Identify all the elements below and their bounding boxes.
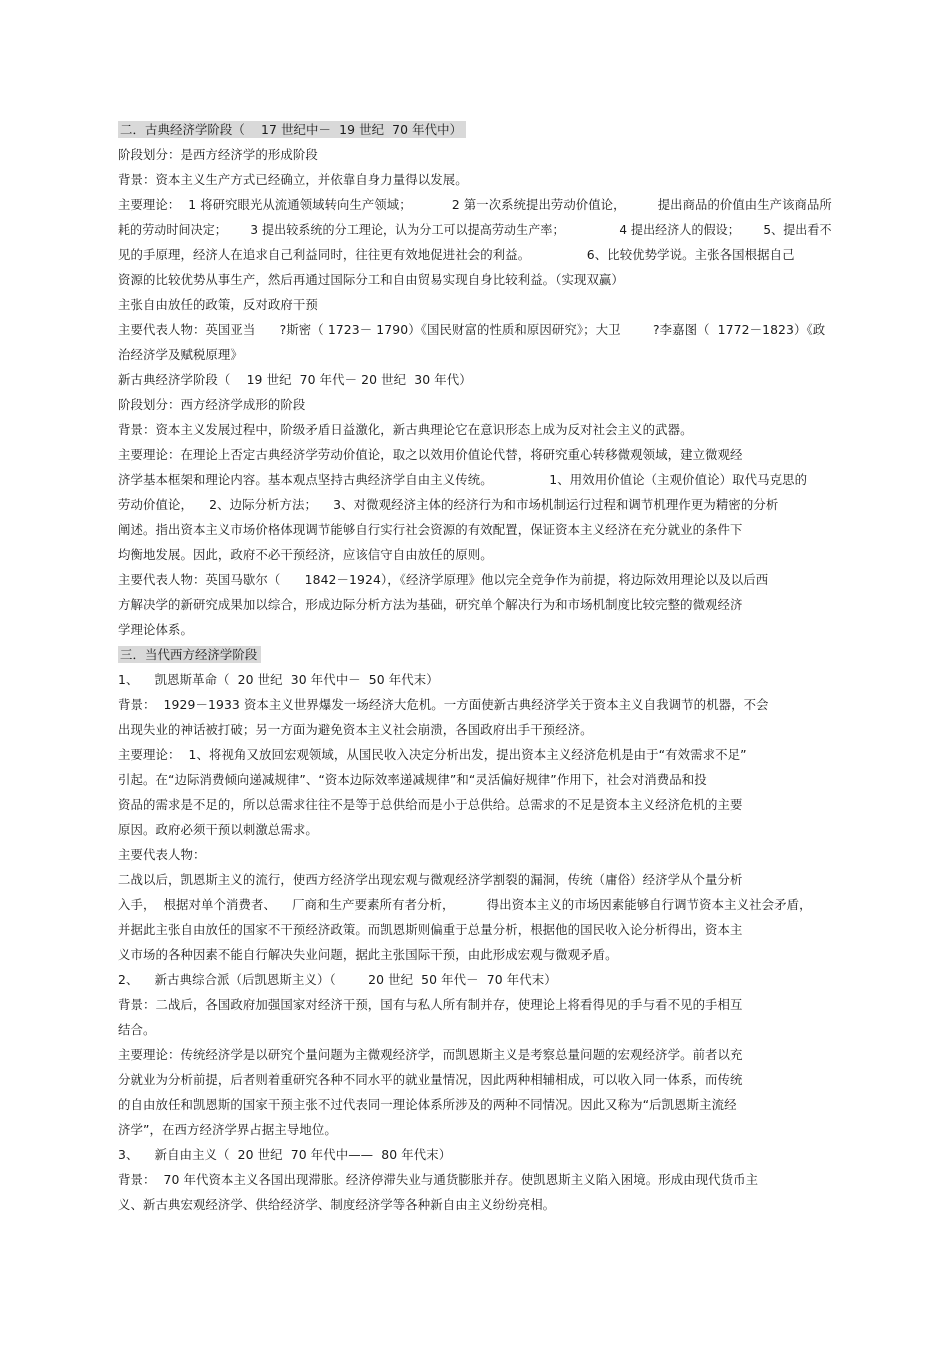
text-line: 结合。 (118, 1022, 156, 1037)
text-line: 主要代表人物：英国亚当 ?斯密（ 1723－ 1790）《国民财富的性质和原因研究》；大卫 ?李嘉图（ 1772－1823）《政 (118, 322, 826, 337)
text-line: 背景：资本主义生产方式已经确立，并依靠自身力量得以发展。 (118, 172, 468, 187)
text-line: 的自由放任和凯恩斯的国家干预主张不过代表同一理论体系所涉及的两种不同情况。因此又称为“后凯恩斯主流经 (118, 1097, 737, 1112)
text-line: 主要代表人物：英国马歇尔（ 1842－1924），《经济学原理》他以完全竞争作为前提，将边际效用理论以及以后西 (118, 572, 769, 587)
text-line: 劳动价值论， 2、边际分析方法； 3、对微观经济主体的经济行为和市场机制运行过程和调节机理作更为精密的分析 (118, 497, 779, 512)
text-line: 出现失业的神话被打破；另一方面为避免资本主义社会崩溃，各国政府出手干预经济。 (118, 722, 593, 737)
text-line: 背景： 1929－1933 资本主义世界爆发一场经济大危机。一方面使新古典经济学关于资本主义自我调节的机器，不会 (118, 697, 769, 712)
text-line: 主要理论：传统经济学是以研究个量问题为主微观经济学，而凯恩斯主义是考察总量问题的宏观经济学。前者以充 (118, 1047, 743, 1062)
subsection-heading-neoliberalism: 3、 新自由主义（ 20 世纪 70 年代中—— 80 年代末） (118, 1147, 452, 1162)
subsection-heading-neoclassical-synthesis: 2、 新古典综合派（后凯恩斯主义）（ 20 世纪 50 年代－ 70 年代末） (118, 972, 557, 987)
text-line: 二战以后，凯恩斯主义的流行，使西方经济学出现宏观与微观经济学割裂的漏洞，传统（庸俗）经济学从个量分析 (118, 872, 743, 887)
text-line: 主张自由放任的政策，反对政府干预 (118, 297, 318, 312)
text-line: 背景：二战后，各国政府加强国家对经济干预，国有与私人所有制并存，使理论上将看得见的手与看不见的手相互 (118, 997, 743, 1012)
text-line: 主要理论： 1 将研究眼光从流通领域转向生产领域； 2 第一次系统提出劳动价值论， 提出商品的价值由生产该商品所 (118, 197, 832, 212)
text-line: 阐述。指出资本主义市场价格体现调节能够自行实行社会资源的有效配置，保证资本主义经济在充分就业的条件下 (118, 522, 743, 537)
text-line: 原因。政府必须干预以刺激总需求。 (118, 822, 318, 837)
text-line: 资源的比较优势从事生产，然后再通过国际分工和自由贸易实现自身比较利益。（实现双赢） (118, 272, 624, 287)
text-line: 入手， 根据对单个消费者、 厂商和生产要素所有者分析， 得出资本主义的市场因素能够自行调节资本主义社会矛盾， (118, 897, 812, 912)
text-line: 均衡地发展。因此，政府不必干预经济，应该信守自由放任的原则。 (118, 547, 493, 562)
subsection-heading-neoclassical: 新古典经济学阶段（ 19 世纪 70 年代－ 20 世纪 30 年代） (118, 372, 472, 387)
text-line: 义、新古典宏观经济学、供给经济学、制度经济学等各种新自由主义纷纷亮相。 (118, 1197, 556, 1212)
text-line: 治经济学及赋税原理》 (118, 347, 243, 362)
text-line: 济学基本框架和理论内容。基本观点坚持古典经济学自由主义传统。 1、用效用价值论（主观价值论）取代马克思的 (118, 472, 808, 487)
text-line: 背景：资本主义发展过程中，阶级矛盾日益激化，新古典理论它在意识形态上成为反对社会主义的武器。 (118, 422, 693, 437)
text-line: 方解决学的新研究成果加以综合，形成边际分析方法为基础，研究单个解决行为和市场机制度比较完整的微观经济 (118, 597, 743, 612)
text-line: 主要理论：在理论上否定古典经济学劳动价值论，取之以效用价值论代替，将研究重心转移微观领域，建立微观经 (118, 447, 743, 462)
text-line: 资品的需求是不足的，所以总需求往往不是等于总供给而是小于总供给。总需求的不足是资本主义经济危机的主要 (118, 797, 743, 812)
text-line: 背景： 70 年代资本主义各国出现滞胀。经济停滞失业与通货膨胀并存。使凯恩斯主义陷入困境。形成由现代货币主 (118, 1172, 759, 1187)
text-line: 义市场的各种因素不能自行解决失业问题，据此主张国际干预，由此形成宏观与微观矛盾。 (118, 947, 618, 962)
section-heading-classical: 二．古典经济学阶段（ 17 世纪中－ 19 世纪 70 年代中） (118, 122, 466, 138)
text-line: 主要理论： 1、将视角又放回宏观领域，从国民收入决定分析出发，提出资本主义经济危机是由于“有效需求不足” (118, 747, 747, 762)
text-line: 并据此主张自由放任的国家不干预经济政策。而凯恩斯则偏重于总量分析，根据他的国民收入论分析得出，资本主 (118, 922, 743, 937)
text-line: 见的手原理，经济人在追求自己利益同时，往往更有效地促进社会的利益。 6、比较优势学说。主张各国根据自己 (118, 247, 795, 262)
text-line: 引起。在“边际消费倾向递减规律”、“资本边际效率递减规律”和“灵活偏好规律”作用下，社会对消费品和投 (118, 772, 707, 787)
text-line: 学理论体系。 (118, 622, 193, 637)
text-line: 主要代表人物： (118, 847, 206, 862)
text-line: 耗的劳动时间决定； 3 提出较系统的分工理论，认为分工可以提高劳动生产率； 4 提出经济人的假设； 5、提出看不 (118, 222, 832, 237)
text-line: 阶段划分：是西方经济学的形成阶段 (118, 147, 318, 162)
subsection-heading-keynesian: 1、 凯恩斯革命（ 20 世纪 30 年代中－ 50 年代末） (118, 672, 439, 687)
section-heading-contemporary: 三．当代西方经济学阶段 (118, 647, 261, 663)
text-line: 分就业为分析前提，后者则着重研究各种不同水平的就业量情况，因此两种相辅相成，可以收入同一体系，而传统 (118, 1072, 743, 1087)
text-line: 阶段划分：西方经济学成形的阶段 (118, 397, 306, 412)
text-line: 济学”，在西方经济学界占据主导地位。 (118, 1122, 337, 1137)
